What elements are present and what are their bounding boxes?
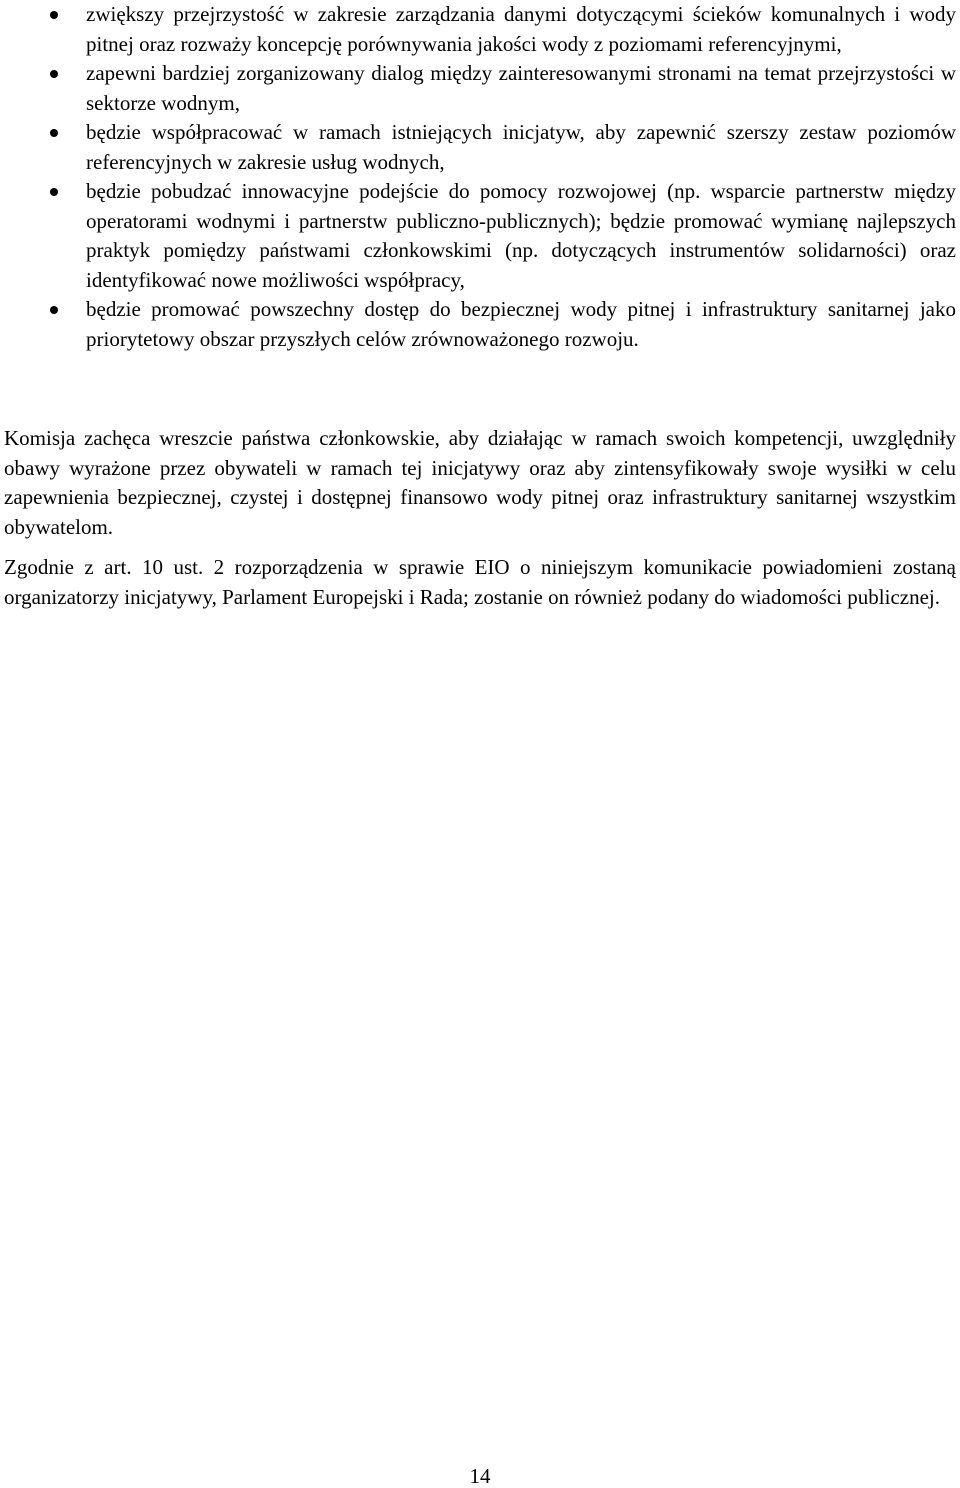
bullet-icon xyxy=(50,188,58,196)
bullet-item xyxy=(44,0,956,59)
bullet-icon xyxy=(50,11,58,19)
page-number: 14 xyxy=(469,1464,491,1488)
bullet-item xyxy=(44,177,956,295)
bullet-text: będzie promować powszechny dostęp do bezpiecznej wody pitnej i infrastruktury sanitarnej jako priorytetowy obszar przyszłych celów zrównoważonego rozwoju. xyxy=(86,297,956,351)
bullet-icon xyxy=(50,306,58,314)
bullet-text: zwiększy przejrzystość w zakresie zarządzania danymi dotyczącymi ścieków komunalnych i wody pitnej oraz rozważy koncepcję porównywania jakości wody z poziomami referencyjnymi, xyxy=(86,2,956,56)
bullet-text: będzie współpracować w ramach istniejących inicjatyw, aby zapewnić szerszy zestaw poziomów referencyjnych w zakresie usług wodnych, xyxy=(86,120,956,174)
bullet-text: zapewni bardziej zorganizowany dialog między zainteresowanymi stronami na temat przejrzystości w sektorze wodnym, xyxy=(86,61,956,115)
bullet-item xyxy=(44,295,956,354)
paragraph-notification: Zgodnie z art. 10 ust. 2 rozporządzenia w sprawie EIO o niniejszym komunikacie powiadomieni zostaną organizatorzy inicjatywy, Parlament Europejski i Rada; zostanie on również podany do wiadomości publicznej. xyxy=(4,555,956,609)
bullet-text: będzie pobudzać innowacyjne podejście do pomocy rozwojowej (np. wsparcie partnerstw między operatorami wodnymi i partnerstw publiczno-publicznych); będzie promować wymianę najlepszych praktyk pomiędzy państwami członkowskimi (np. dotyczących instrumentów solidarności) oraz identyfikować nowe możliwości współpracy, xyxy=(86,179,956,292)
bullet-item xyxy=(44,59,956,118)
bullet-list xyxy=(44,0,956,354)
bullet-item xyxy=(44,118,956,177)
bullet-icon xyxy=(50,70,58,78)
paragraph-commission-encouragement: Komisja zachęca wreszcie państwa członkowskie, aby działając w ramach swoich kompetencji, uwzględniły obawy wyrażone przez obywateli w ramach tej inicjatywy oraz aby zintensyfikowały swoje wysiłki w celu zapewnienia bezpiecznej, czystej i dostępnej finansowo wody pitnej oraz infrastruktury sanitarnej wszystkim obywatelom. xyxy=(4,426,956,539)
bullet-icon xyxy=(50,129,58,137)
